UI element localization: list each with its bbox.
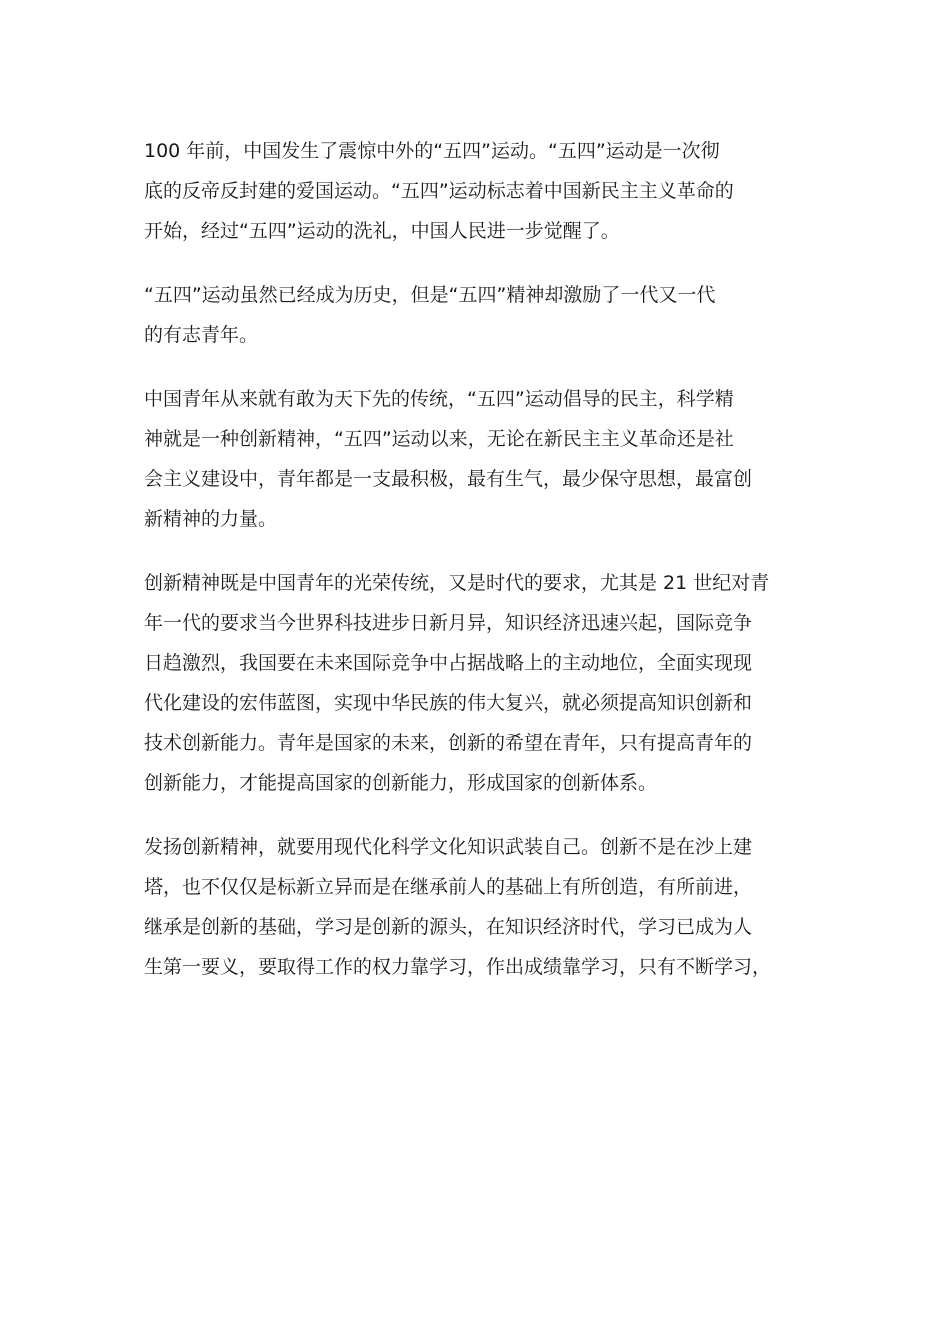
text-line: 创新精神既是中国青年的光荣传统，又是时代的要求，尤其是 21 世纪对青 (144, 572, 770, 594)
text-line: 塔，也不仅仅是标新立异而是在继承前人的基础上有所创造，有所前进， (144, 876, 753, 898)
text-line: 发扬创新精神，就要用现代化科学文化知识武装自己。创新不是在沙上建 (144, 836, 753, 858)
paragraph-may-fourth-intro (144, 131, 816, 251)
text-line: 开始，经过“五四”运动的洗礼，中国人民进一步觉醒了。 (144, 220, 620, 242)
text-line: 年一代的要求当今世界科技进步日新月异，知识经济迅速兴起，国际竞争 (144, 612, 753, 634)
text-line: 创新能力，才能提高国家的创新能力，形成国家的创新体系。 (144, 772, 658, 794)
text-line: 中国青年从来就有敢为天下先的传统，“五四”运动倡导的民主，科学精 (144, 388, 734, 410)
paragraph-may-fourth-spirit (144, 275, 816, 355)
text-line: 生第一要义，要取得工作的权力靠学习，作出成绩靠学习，只有不断学习， (144, 956, 772, 978)
text-line: 代化建设的宏伟蓝图，实现中华民族的伟大复兴，就必须提高知识创新和 (144, 692, 753, 714)
text-line: 的有志青年。 (144, 324, 259, 346)
text-line: “五四”运动虽然已经成为历史，但是“五四”精神却激励了一代又一代 (144, 284, 716, 306)
text-line: 底的反帝反封建的爱国运动。“五四”运动标志着中国新民主主义革命的 (144, 180, 734, 202)
paragraph-youth-tradition (144, 379, 816, 539)
text-line: 继承是创新的基础，学习是创新的源头，在知识经济时代，学习已成为人 (144, 916, 753, 938)
document-body (144, 131, 816, 1011)
text-line: 技术创新能力。青年是国家的未来，创新的希望在青年，只有提高青年的 (144, 732, 753, 754)
text-line: 新精神的力量。 (144, 508, 278, 530)
text-line: 神就是一种创新精神，“五四”运动以来，无论在新民主主义革命还是社 (144, 428, 734, 450)
paragraph-innovation-spirit (144, 563, 816, 803)
text-line: 会主义建设中，青年都是一支最积极，最有生气，最少保守思想，最富创 (144, 468, 753, 490)
text-line: 100 年前，中国发生了震惊中外的“五四”运动。“五四”运动是一次彻 (144, 140, 720, 162)
text-line: 日趋激烈，我国要在未来国际竞争中占据战略上的主动地位，全面实现现 (144, 652, 753, 674)
paragraph-learning (144, 827, 816, 987)
